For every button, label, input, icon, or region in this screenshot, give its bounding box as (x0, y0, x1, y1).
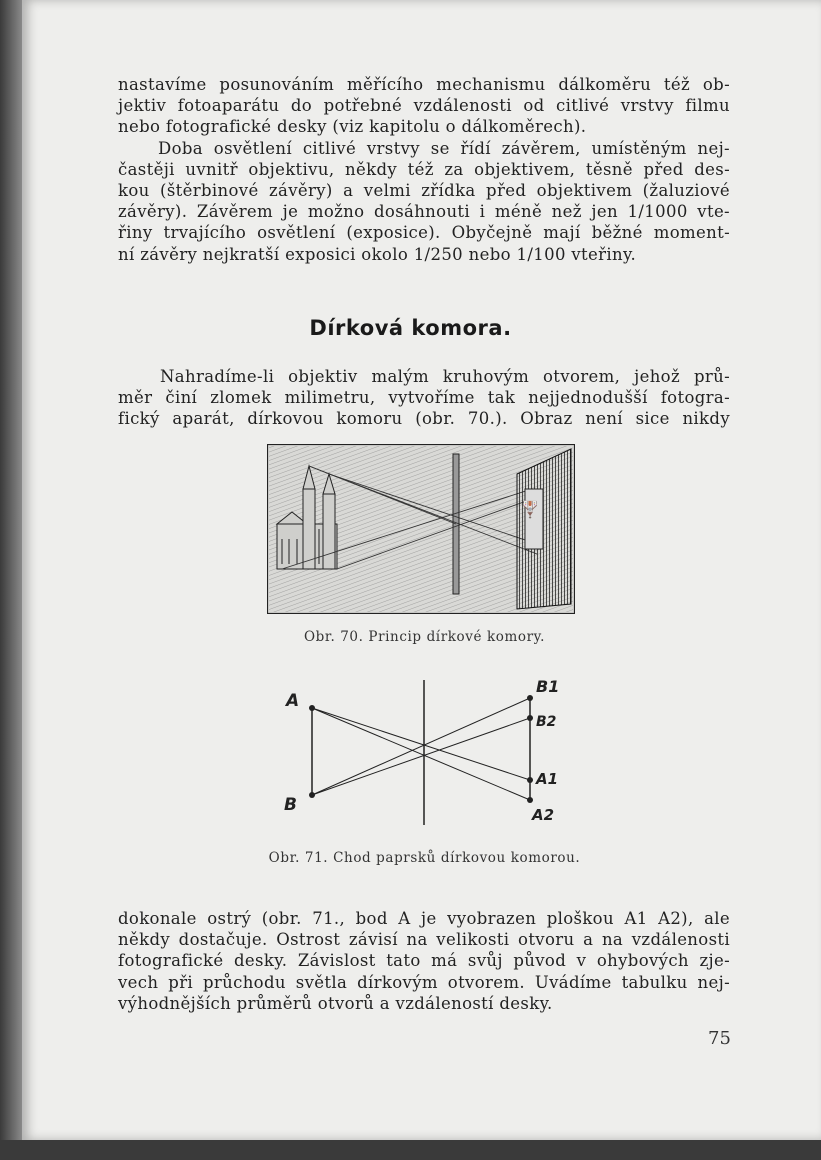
section-heading: Dírková komora. (309, 316, 512, 340)
text-line: nebo fotografické desky (viz kapitolu o dálkoměrech). (118, 117, 587, 137)
text-line: jektiv fotoaparátu do potřebné vzdálenosti od citlivé vrstvy filmu (118, 96, 730, 116)
pinhole-camera-illustration (267, 444, 575, 614)
paragraph-3 (118, 908, 730, 1014)
paragraph-2 (118, 366, 730, 430)
text-line: častěji uvnitř objektivu, někdy též za objektivem, těsně před des- (118, 159, 730, 179)
camera-back-plate (517, 449, 571, 609)
label-b1: B1 (536, 677, 560, 696)
text-line: fický aparát, dírkovou komoru (obr. 70.). Obraz není sice nikdy (118, 409, 730, 429)
figure-70-caption: Obr. 70. Princip dírkové komory. (303, 629, 546, 645)
figure-71-caption: Obr. 71. Chod paprsků dírkovou komorou. (268, 850, 581, 866)
label-b: B (284, 795, 297, 815)
text-line: někdy dostačuje. Ostrost závisí na velikosti otvoru a na vzdálenosti (118, 930, 730, 950)
label-a: A (286, 691, 300, 711)
ray-diagram (280, 670, 580, 830)
book-spine-shadow (0, 0, 22, 1160)
text-line: nastavíme posunováním měřícího mechanismu dálkoměru též ob- (118, 75, 730, 94)
text-line: výhodnějších průměrů otvorů a vzdáleností desky. (118, 993, 553, 1013)
label-a2: A2 (532, 806, 555, 824)
text-line: Doba osvětlení citlivé vrstvy se řídí závěrem, umístěným nej- (158, 138, 730, 158)
text-line: ní závěry nejkratší exposici okolo 1/250 nebo 1/100 vteřiny. (118, 244, 637, 264)
svg-text:⛪: ⛪ (520, 500, 540, 519)
text-line: měr činí zlomek milimetru, vytvoříme tak nejjednodušší fotogra- (118, 388, 730, 408)
page-number: 75 (708, 1028, 731, 1049)
label-b2: B2 (536, 714, 557, 730)
text-line: kou (štěrbinové závěry) a velmi zřídka před objektivem (žaluziové (118, 181, 730, 201)
text-line: řiny trvajícího osvětlení (exposice). Obyčejně mají běžné moment- (118, 223, 730, 243)
page-bottom-edge (0, 1140, 821, 1160)
text-line: Nahradíme-li objektiv malým kruhovým otvorem, jehož prů- (160, 367, 730, 386)
paragraph-1 (118, 74, 730, 265)
text-line: závěry). Závěrem je možno dosáhnouti i méně než jen 1/1000 vte- (118, 202, 730, 222)
text-line: fotografické desky. Závislost tato má svůj původ v ohybových zje- (118, 951, 730, 971)
text-line: vech při průchodu světla dírkovým otvorem. Uvádíme tabulku nej- (118, 972, 730, 992)
label-a1: A1 (536, 770, 559, 788)
text-line: dokonale ostrý (obr. 71., bod A je vyobrazen ploškou A1 A2), ale (118, 909, 730, 928)
